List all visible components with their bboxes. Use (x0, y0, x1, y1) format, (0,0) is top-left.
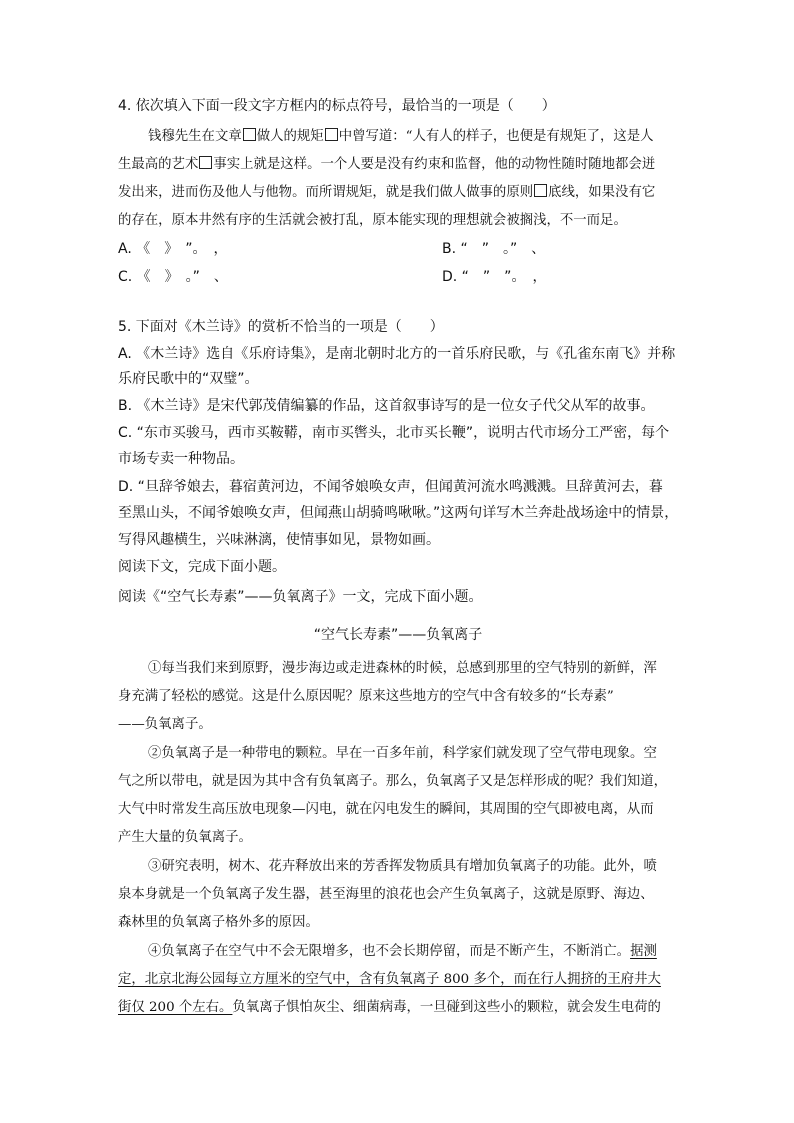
reading-instruction: 阅读《“空气长寿素”——负氧离子》一文，完成下面小题。 (118, 589, 483, 605)
q4-passage-line-4: 的存在，原本井然有序的生活就会被打乱，原本能实现的理想就会被搁浅，不一而足。 (118, 213, 627, 228)
article-title: “空气长寿素”——负氧离子 (313, 627, 483, 643)
p1-line-2: 身充满了轻松的感觉。这是什么原因呢？原来这些地方的空气中含有较多的“长寿素” (118, 689, 614, 704)
q4-option-b[interactable]: B. “ ” 。” 、 (442, 241, 546, 257)
p3-line-2: 泉本身就是一个负氧离子发生器，甚至海里的浪花也会产生负氧离子，这就是原野、海边、 (118, 887, 654, 902)
q5-stem: 5. 下面对《木兰诗》的赏析不恰当的一项是（ ） (118, 319, 444, 335)
q4-passage-line-3: 发出来，进而伤及他人与他物。而所谓规矩，就是我们做人做事的原则 底线，如果没有它 (118, 185, 656, 200)
p2-line-4: 产生大量的负氧离子。 (118, 830, 252, 845)
p4-line-2-underlined: 定，北京北海公园每立方厘米的空气中，含有负氧离子 800 多个，而在行人拥挤的王府井大 (118, 972, 661, 987)
q5-option-c-line-1[interactable]: C. “东市买骏马，西市买鞍鞯，南市买辔头，北市买长鞭”，说明古代市场分工严密，每个 (118, 425, 670, 441)
q5-option-d-line-3: 写得风趣横生，兴味淋漓，使情事如见，景物如画。 (118, 532, 440, 548)
p3-line-1: ③研究表明，树木、花卉释放出来的芳香挥发物质具有增加负氧离子的功能。此外，喷 (148, 859, 657, 874)
blank-box-1 (243, 128, 256, 141)
p4-line-1: ④负氧离子在空气中不会无限增多，也不会长期停留，而是不断产生，不断消亡。据测 (148, 944, 657, 959)
q5-option-d-line-2: 至黑山头，不闻爷娘唤女声，但闻燕山胡骑鸣啾啾。”这两句详写木兰奔赴战场途中的情景， (118, 505, 679, 521)
q4-stem: 4. 依次填入下面一段文字方框内的标点符号，最恰当的一项是（ ） (118, 98, 556, 114)
blank-box-4 (534, 184, 547, 197)
reading-intro: 阅读下文，完成下面小题。 (118, 559, 286, 575)
q4-passage-line-2: 生最高的艺术 事实上就是这样。一个人要是没有约束和监督，他的动物性随时随地都会迸 (118, 157, 656, 172)
underlined-text: 据测 (630, 944, 657, 959)
p3-line-3: 森林里的负氧离子格外多的原因。 (118, 915, 319, 930)
p2-line-3: 大气中时常发生高压放电现象—闪电，就在闪电发生的瞬间，其周围的空气即被电离，从而 (118, 802, 654, 817)
q4-option-d[interactable]: D. “ ” ”。 ， (442, 269, 547, 285)
p4-line-3: 街仅 200 个左右。负氧离子惧怕灰尘、细菌病毒，一旦碰到这些小的颗粒，就会发生电荷的 (118, 1000, 661, 1015)
q5-option-c-line-2: 市场专卖一种物品。 (118, 451, 244, 467)
blank-box-3 (199, 156, 212, 169)
q4-option-a[interactable]: A. 《 》 ”。 ， (118, 241, 228, 257)
q5-option-d-line-1[interactable]: D. “旦辞爷娘去，暮宿黄河边，不闻爷娘唤女声，但闻黄河流水鸣溅溅。旦辞黄河去，暮 (118, 479, 663, 495)
underlined-text: 街仅 200 个左右。 (118, 1000, 233, 1015)
q5-option-b[interactable]: B. 《木兰诗》是宋代郭茂倩编纂的作品，这首叙事诗写的是一位女子代父从军的故事。 (118, 398, 655, 414)
q5-option-a-line-1[interactable]: A. 《木兰诗》选自《乐府诗集》，是南北朝时北方的一首乐府民歌，与《孔雀东南飞》并称 (118, 346, 676, 362)
q5-option-a-line-2: 乐府民歌中的“双璧”。 (118, 371, 259, 387)
p1-line-1: ①每当我们来到原野，漫步海边或走进森林的时候，总感到那里的空气特别的新鲜，浑 (148, 661, 657, 676)
blank-box-2 (325, 128, 338, 141)
p2-line-2: 气之所以带电，就是因为其中含有负氧离子。那么，负氧离子又是怎样形成的呢？我们知道， (118, 774, 668, 789)
q4-passage-line-1: 钱穆先生在文章 做人的规矩 中曾写道：“人有人的样子，也便是有规矩了，这是人 (148, 129, 654, 144)
p2-line-1: ②负氧离子是一种带电的颗粒。早在一百多年前，科学家们就发现了空气带电现象。空 (148, 746, 657, 761)
p1-line-3: ——负氧离子。 (118, 717, 212, 732)
q4-option-c[interactable]: C. 《 》 。” 、 (118, 269, 228, 285)
